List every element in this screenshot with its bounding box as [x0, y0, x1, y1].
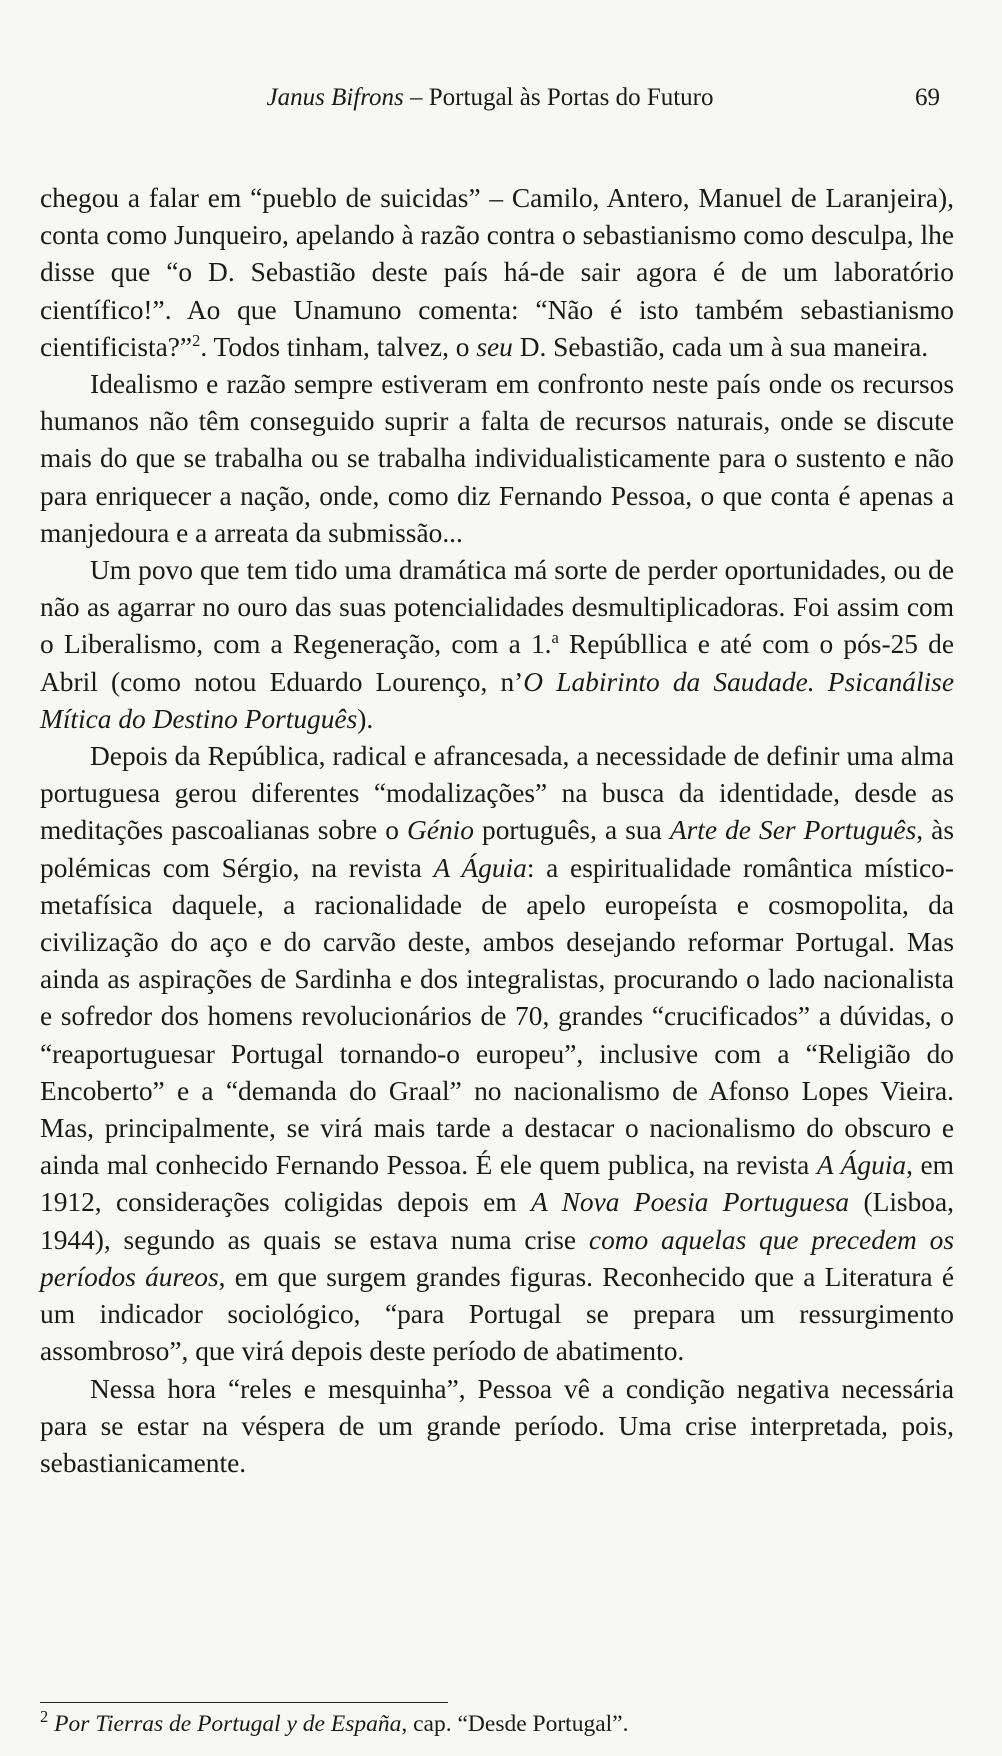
running-head-title	[40, 84, 940, 112]
running-head-title-rest: – Portugal às Portas do Futuro	[403, 84, 714, 111]
paragraph-3	[40, 552, 954, 738]
paragraph-4-text-k: (Lisboa, 1944), segundo as quais se estava numa crise	[40, 1187, 954, 1255]
paragraph-4-text-m: , em que surgem grandes figuras. Reconhecido que a Literatura é um indicador sociológico, “para Portugal se prepara um ressurgimento assombroso”, que virá depois deste período de abatimento.	[40, 1261, 954, 1367]
paragraph-4-text-a: Depois da República, radical e afrancesada, a necessidade de definir uma alma portuguesa gerou diferentes “modalizações” na busca da identidade, desde as meditações pascoalianas sobre o	[40, 741, 954, 846]
paragraph-3-book-title: O Labirinto da Saudade. Psicanálise Mítica do Destino Português	[40, 666, 954, 734]
footnote-2	[40, 1709, 954, 1739]
paragraph-3-text-b: Repúbllica e até com o pós-25 de Abril (como notou Eduardo Lourenço, n’	[40, 629, 954, 697]
paragraph-3-text-d: ).	[357, 703, 374, 734]
running-head	[40, 84, 940, 124]
paragraph-3-text-a: Um povo que tem tido uma dramática má sorte de perder oportunidades, ou de não as agarrar no ouro das suas potencialidades desmultiplicadoras. Foi assim com o Liberalismo, com a Regeneração, com a 1.	[40, 555, 954, 660]
page-number: 69	[915, 84, 940, 111]
footnote-italic-title: Por Tierras de Portugal y de España	[54, 1711, 402, 1737]
paragraph-1-italic-seu: seu	[476, 331, 513, 362]
paragraph-4-italic-aguia-1: A Águia	[433, 852, 527, 883]
paragraph-4-text-g: : a espiritualidade romântica místico-metafísica daquele, a racionalidade de apelo europeísta e cosmopolita, da civilização do aço e do carvão deste, ambos desejando reformar Portugal. Mas ainda as aspirações de Sardinha e dos integralistas, procurando o lado nacionalista e sofredor dos homens revolucionários de 70, grandes “crucificados” a dúvidas, o “reaportuguesar Portugal tornando-o europeu”, inclusive com a “Religião do Encoberto” e a “demanda do Graal” no nacionalismo de Afonso Lopes Vieira. Mas, principalmente, se virá mais tarde a destacar o nacionalismo do obscuro e ainda mal conhecido Fernando Pessoa. É ele quem publica, na revista	[40, 852, 954, 1181]
paragraph-4-italic-quote: como aquelas que precedem os períodos áureos	[40, 1224, 954, 1292]
footnote-marker: 2	[40, 1707, 49, 1727]
paragraph-4-text-i: , em 1912, considerações coligidas depois em	[40, 1150, 954, 1218]
paragraph-4-italic-arte: Arte de Ser Português	[669, 815, 917, 846]
paragraph-1-text-d: D. Sebastião, cada um à sua maneira.	[512, 331, 929, 362]
footnote-text: , cap. “Desde Portugal”.	[401, 1711, 629, 1737]
paragraph-1	[40, 180, 954, 366]
running-head-title-italic: Janus Bifrons	[266, 84, 404, 111]
ordinal-superscript: a	[551, 628, 559, 648]
footnote-divider	[40, 1702, 448, 1703]
paragraph-4-italic-nova-poesia: A Nova Poesia Portuguesa	[531, 1187, 850, 1218]
footnote-ref-2: 2	[192, 330, 201, 350]
paragraph-4-italic-genio: Génio	[407, 815, 474, 846]
paragraph-2: Idealismo e razão sempre estiveram em confronto neste país onde os recursos humanos não têm conseguido suprir a falta de recursos naturais, onde se discute mais do que se trabalha ou se trabalha individualisticamente para o sustento e não para enriquecer a nação, onde, como diz Fernando Pessoa, o que conta é apenas a manjedoura e a arreata da submissão...	[40, 369, 954, 548]
paragraph-5: Nessa hora “reles e mesquinha”, Pessoa vê a condição negativa necessária para se estar na véspera de um grande período. Uma crise interpretada, pois, sebastianicamente.	[40, 1373, 954, 1478]
paragraph-1-text-a: chegou a falar em “pueblo de suicidas” – Camilo, Antero, Manuel de Laranjeira), conta como Junqueiro, apelando à razão contra o sebastianismo como desculpa, lhe disse que “o D. Sebastião deste país há-de sair agora é de um laboratório científico!”. Ao que Unamuno comenta: “Não é isto também sebastianismo cientificista?”	[40, 183, 954, 362]
paragraph-4	[40, 738, 954, 1370]
body-text	[40, 180, 954, 1482]
paragraph-4-text-c: português, a sua	[473, 815, 670, 846]
paragraph-4-text-e: , às polémicas com Sérgio, na revista	[40, 815, 955, 883]
paragraph-1-text-b: . Todos tinham, talvez, o	[200, 331, 477, 362]
paragraph-4-italic-aguia-2: A Águia	[816, 1150, 907, 1181]
